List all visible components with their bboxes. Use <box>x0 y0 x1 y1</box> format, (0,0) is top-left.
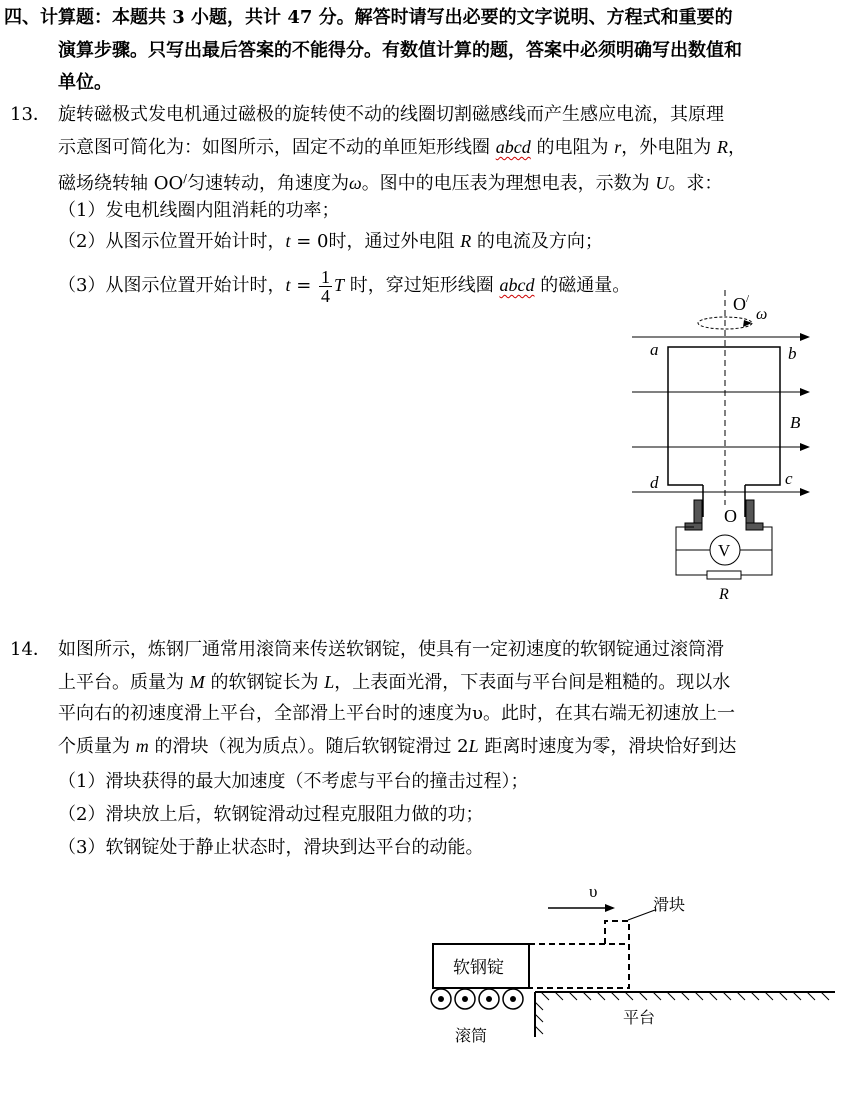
resistor-label: R <box>719 586 729 603</box>
field-arrowhead <box>800 488 810 496</box>
brush-right-base <box>746 523 763 530</box>
label-top-axis: O/ <box>733 293 750 314</box>
field-arrowhead <box>800 388 810 396</box>
slider-leader <box>628 910 655 920</box>
section-title: 四、计算题：本题共 3 小题，共计 47 分。解答时请写出必要的文字说明、方程式和重要的 <box>4 7 733 28</box>
label-velocity: υ <box>589 882 598 901</box>
roller-axle <box>486 996 492 1002</box>
q14-text-line3: 平向右的初速度滑上平台，全部滑上平台时的速度为υ。此时，在其右端无初速放上一 <box>58 703 735 724</box>
q13-sub2: （2）从图示位置开始计时，t = 0时，通过外电阻 R 的电流及方向； <box>58 231 603 252</box>
voltmeter-label: V <box>718 541 731 560</box>
label-platform: 平台 <box>623 1008 656 1027</box>
roller-axle <box>510 996 516 1002</box>
label-rollers: 滚筒 <box>455 1026 488 1045</box>
label-field-B: B <box>790 413 801 432</box>
rolling-mill-diagram <box>415 875 840 1050</box>
label-bottom-axis: O <box>724 506 737 526</box>
ingot-final-position <box>529 944 629 988</box>
field-arrowhead <box>800 443 810 451</box>
label-omega: ω <box>756 306 768 323</box>
q14-text-line2: 上平台。质量为 M 的软钢锭长为 L，上表面光滑，下表面与平台间是粗糙的。现以水 <box>58 672 731 693</box>
label-b: b <box>788 344 797 363</box>
q14-number: 14． <box>10 639 51 660</box>
field-arrowhead <box>800 333 810 341</box>
slider-block <box>605 921 629 944</box>
brush-right <box>746 500 754 526</box>
roller-axle <box>438 996 444 1002</box>
roller-axle <box>462 996 468 1002</box>
q13-text-line3: 磁场绕转轴 OO/匀速转动，角速度为ω。图中的电压表为理想电表，示数为 U。求： <box>58 172 723 194</box>
resistor-R <box>707 571 741 579</box>
circuit-wire <box>676 527 707 575</box>
q14-text-line1: 如图所示，炼钢厂通常用滚筒来传送软钢锭，使具有一定初速度的软钢锭通过滚筒滑 <box>58 639 724 660</box>
section-instructions: 演算步骤。只写出最后答案的不能得分。有数值计算的题，答案中必须明确写出数值和 <box>58 40 742 61</box>
fraction-one-quarter: $\frac{1}{4}$ <box>321 266 330 306</box>
circuit-wire <box>741 527 772 575</box>
label-slider: 滑块 <box>653 895 686 914</box>
label-c: c <box>785 469 793 488</box>
q13-number: 13． <box>10 104 51 125</box>
label-d: d <box>650 473 659 492</box>
label-ingot: 软钢锭 <box>453 958 504 978</box>
q14-text-line4: 个质量为 m 的滑块（视为质点）。随后软钢锭滑过 2L 距离时速度为零，滑块恰好到达 <box>58 736 737 757</box>
q13-text-line2: 示意图可简化为：如图所示，固定不动的单匝矩形线圈 abcd 的电阻为 r，外电阻为 R， <box>58 137 746 158</box>
q14-sub3: （3）软钢锭处于静止状态时，滑块到达平台的动能。 <box>58 837 484 858</box>
velocity-arrowhead <box>605 904 615 912</box>
platform-hatching <box>535 992 829 1034</box>
q14-sub2: （2）滑块放上后，软钢锭滑动过程克服阻力做的功； <box>58 804 484 825</box>
q13-sub1: （1）发电机线圈内阻消耗的功率； <box>58 200 340 221</box>
generator-diagram <box>620 285 820 605</box>
brush-left <box>694 500 702 526</box>
section-instructions-end: 单位。 <box>58 72 112 93</box>
coil-abcd <box>668 347 780 485</box>
q13-sub3: （3）从图示位置开始计时，t = $\frac{1}{4}$ T 时，穿过矩形线圈 abcd 的磁通量。 <box>58 266 631 306</box>
label-a: a <box>650 340 659 359</box>
q13-text-line1: 旋转磁极式发电机通过磁极的旋转使不动的线圈切割磁感线而产生感应电流，其原理 <box>58 104 724 125</box>
q14-sub1: （1）滑块获得的最大加速度（不考虑与平台的撞击过程）； <box>58 771 529 792</box>
